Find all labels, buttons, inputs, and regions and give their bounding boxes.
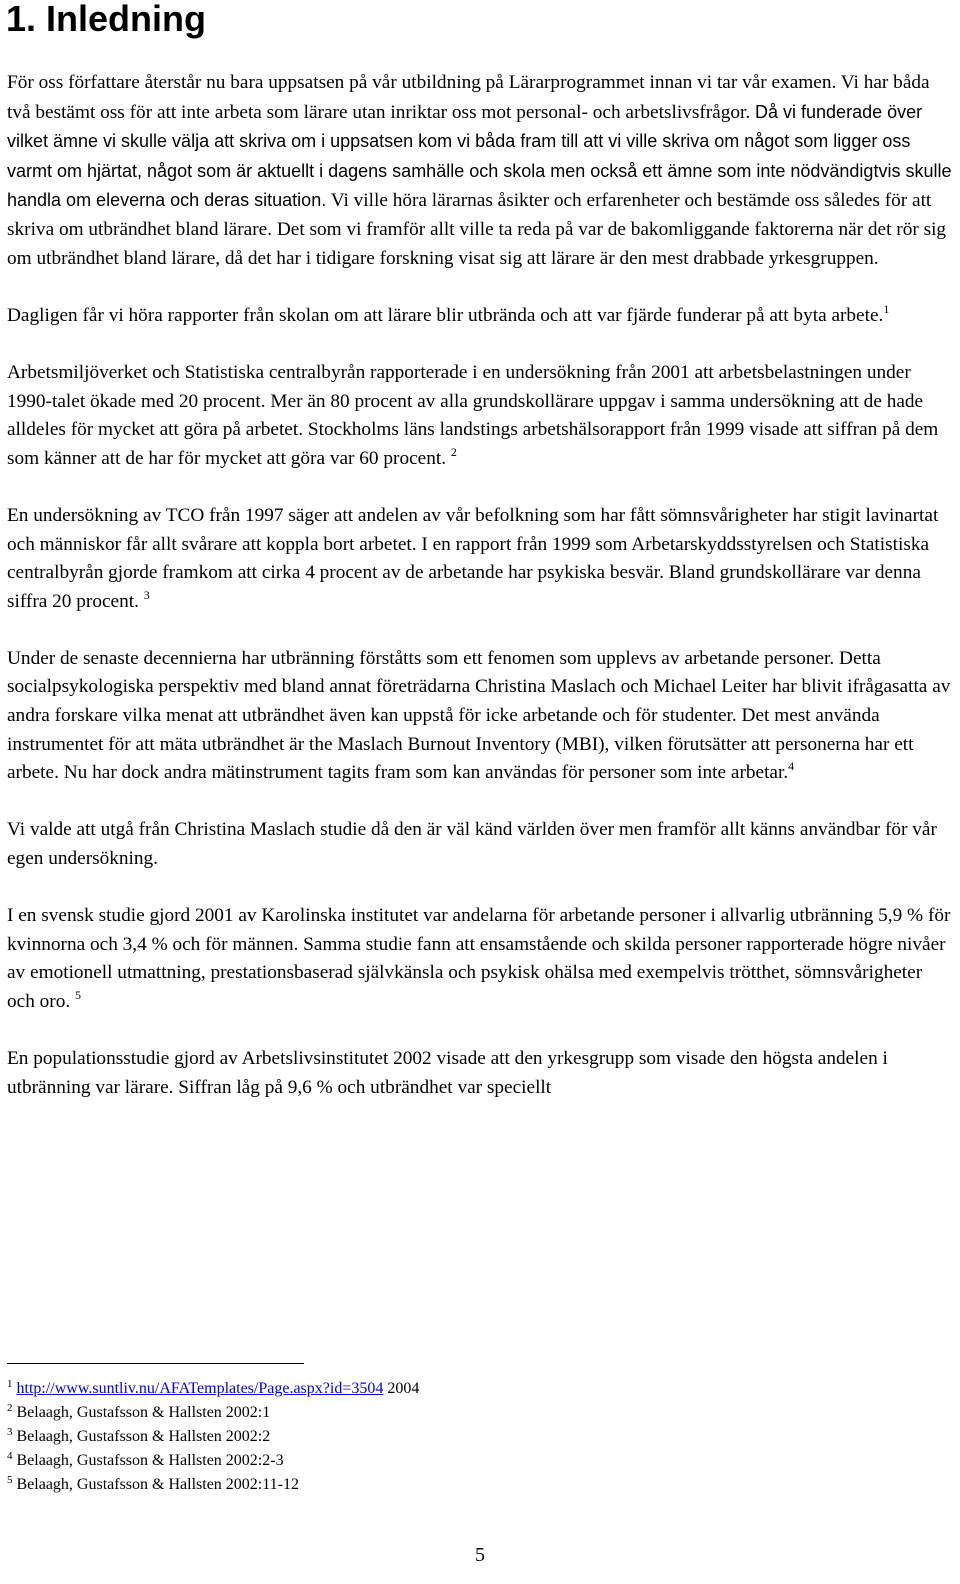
footnote-number: 1 bbox=[7, 1378, 13, 1390]
paragraph-text: Under de senaste decennierna har utbränning förståtts som ett fenomen som upplevs av arbetande personer. Detta socialpsykologiska perspektiv med bland annat företrädarna Christina Maslach och Michael Leiter har blivit ifrågasatta av andra forskare vilka menat att utbrändhet även kan uppstå för icke arbetande och för studenter. Det mest använda instrumentet för att mäta utbrändhet är the Maslach Burnout Inventory (MBI), vilken förutsätter att personerna har ett arbete. Nu har dock andra mätinstrument tagits fram som kan användas för personer som inte arbetar. bbox=[7, 647, 951, 784]
footnote-number: 4 bbox=[7, 1450, 13, 1462]
footnote-link[interactable]: http://www.suntliv.nu/AFATemplates/Page.aspx?id=3504 bbox=[16, 1380, 384, 1397]
paragraph-text: Dagligen får vi höra rapporter från skolan om att lärare blir utbrända och att var fjärde funderar på att byta arbete. bbox=[7, 304, 884, 326]
footnote-separator bbox=[7, 1363, 304, 1364]
footnote-text: Belaagh, Gustafsson & Hallsten 2002:11-12 bbox=[16, 1476, 299, 1493]
paragraph-population-study bbox=[7, 1045, 952, 1102]
intro-text-sans: Då vi funderade över vilket ämne vi skulle välja att skriva om i uppsatsen kom vi båda fram till att vi ville skriva om något som ligger oss varmt om hjärtat, något som är aktuellt i dagens samhälle och skola men också ett ämne som inte nödvändigtvis skulle handla om eleverna och deras situation. bbox=[7, 101, 952, 211]
footnote-text: 2004 bbox=[387, 1380, 420, 1397]
footnote-number: 5 bbox=[7, 1474, 13, 1486]
footnote-item bbox=[7, 1401, 419, 1425]
footnote-number: 3 bbox=[7, 1426, 13, 1438]
paragraph-text: En populationsstudie gjord av Arbetslivsinstitutet 2002 visade att den yrkesgrupp som visade den högsta andelen i utbränning var lärare. Siffran låg på 9,6 % och utbrändhet var speciellt bbox=[7, 1048, 888, 1098]
footnote-item bbox=[7, 1473, 419, 1497]
section-heading: 1. Inledning bbox=[6, 0, 207, 39]
footnote-reference: 3 bbox=[143, 587, 150, 602]
footnote-reference: 2 bbox=[450, 444, 457, 459]
footnote-text: Belaagh, Gustafsson & Hallsten 2002:2 bbox=[16, 1428, 271, 1445]
footnote-item bbox=[7, 1449, 419, 1473]
paragraph-intro bbox=[7, 69, 952, 273]
paragraph-text: I en svensk studie gjord 2001 av Karolinska institutet var andelarna för arbetande personer i allvarlig utbränning 5,9 % för kvinnorna och 3,4 % och för männen. Samma studie fann att ensamstående och skilda personer rapporterade högre nivåer av emotionell utmattning, prestationsbaserad självkänsla och psykisk ohälsa med exempelvis trötthet, sömnsvårigheter och oro. bbox=[7, 905, 951, 1012]
footnote-text: Belaagh, Gustafsson & Hallsten 2002:1 bbox=[16, 1404, 271, 1421]
paragraph-tco bbox=[7, 502, 952, 616]
footnote-reference: 4 bbox=[788, 759, 795, 774]
body-text bbox=[7, 69, 952, 1131]
footnote-item bbox=[7, 1425, 419, 1449]
paragraph-karolinska bbox=[7, 902, 952, 1016]
footnotes bbox=[7, 1377, 419, 1497]
footnote-text: Belaagh, Gustafsson & Hallsten 2002:2-3 bbox=[16, 1452, 284, 1469]
page-number: 5 bbox=[475, 1544, 485, 1566]
footnote-item bbox=[7, 1377, 419, 1401]
paragraph-text: Arbetsmiljöverket och Statistiska centralbyrån rapporterade i en undersökning från 2001 att arbetsbelastningen under 1990-talet ökade med 20 procent. Mer än 80 procent av alla grundskollärare uppgav i samma undersökning att de hade alldeles för mycket att göra på arbetet. Stockholms läns landstings arbetshälsorapport från 1999 visade att siffran på dem som känner att de har för mycket att göra var 60 procent. bbox=[7, 361, 939, 469]
intro-text-serif: För oss författare återstår nu bara uppsatsen på vår utbildning på Lärarprogrammet innan vi tar vår examen. Vi har båda två bestämt oss för att inte arbeta som lärare utan inriktar oss mot personal- och arbetslivsfrågor. bbox=[7, 72, 930, 123]
footnote-number: 2 bbox=[7, 1402, 13, 1414]
paragraph-choice bbox=[7, 816, 952, 873]
paragraph-text: Vi valde att utgå från Christina Maslach studie då den är väl känd världen över men framför allt känns användbar för vår egen undersökning. bbox=[7, 819, 937, 870]
intro-text-serif-2: Vi ville höra lärarnas åsikter och erfarenheter och bestämde oss således för att skriva om utbrändhet bland lärare. Det som vi framför allt ville ta reda på var de bakomliggande faktorerna när det rör sig om utbrändhet bland lärare, då det har i tidigare forskning visat sig att lärare är den mest drabbade yrkesgruppen. bbox=[7, 190, 947, 269]
footnote-reference: 1 bbox=[883, 301, 890, 316]
footnote-reference: 5 bbox=[75, 988, 82, 1002]
paragraph-text: En undersökning av TCO från 1997 säger att andelen av vår befolkning som har fått sömnsvårigheter har stigit lavinartat och människor får allt svårare att koppla bort arbetet. I en rapport från 1999 som Arbetarskyddsstyrelsen och Statistiska centralbyrån gjorde framkom att cirka 4 procent av de arbetande har psykiska besvär. Bland grundskollärare var denna siffra 20 procent. bbox=[7, 504, 939, 612]
paragraph-maslach bbox=[7, 645, 952, 788]
paragraph-workload bbox=[7, 359, 952, 473]
paragraph-daily-reports bbox=[7, 302, 952, 331]
